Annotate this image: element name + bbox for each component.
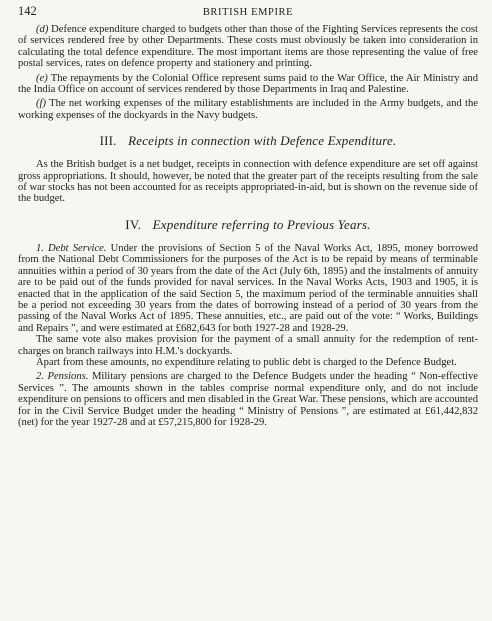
section-iii-numeral: III. [99,133,117,149]
debt-service-paragraph [18,243,478,334]
paragraph-f-text: The net working expenses of the military establishments are included in the Army budgets, and the working expenses of the dockyards in the Navy budgets. [18,98,478,121]
paragraph-e [18,73,478,96]
debt-service-paragraph-2: The same vote also makes provision for the payment of a small annuity for the redemption of rent-charges on branch railways into H.M.'s dockyards. [18,334,478,357]
section-iii-title: Receipts in connection with Defence Expenditure. [128,133,397,149]
paragraph-e-text: The repayments by the Colonial Office represent sums paid to the War Office, the Air Ministry and the India Office on account of services rendered by those Departments in Iraq and Palestine. [18,72,478,96]
page-number: 142 [18,4,37,18]
section-iii-heading [18,133,478,149]
debt-service-paragraph-3: Apart from these amounts, no expenditure relating to public debt is charged to the Defence Budget. [36,356,457,368]
section-iv-numeral: IV. [125,216,142,232]
pensions-label: 2. Pensions. [36,371,89,383]
page-header [18,4,478,20]
paragraph-d-label: (d) [36,24,49,35]
debt-service-label: 1. Debt Service. [36,242,107,254]
section-iv-title: Expenditure referring to Previous Years. [152,216,371,232]
pensions-paragraph [18,371,478,428]
paragraph-d [18,24,478,70]
section-iv-heading [18,217,478,233]
pensions-text: Military pensions are charged to the Defence Budgets under the heading “ Non-effective Services ”. The amounts shown in the tables comprise normal expenditure only, and do not include expenditure on pensions to officers and men disabled in the Great War. These pensions, which are accounted for in the Civil Service Budget under the heading “ Ministry of Pensions ”, are estimated at £61,442,832 (net) for the year 1927-28 and at £57,215,800 for 1928-29. [18,371,478,428]
paragraph-d-text: Defence expenditure charged to budgets other than those of the Fighting Services represents the cost of services rendered free by other Departments. These costs must obviously be taken into consideration in calculating the total defence expenditure. The most important items are those representing the value of free postal services, rates on defence property and stationery and printing. [18,24,478,70]
running-head: BRITISH EMPIRE [202,7,294,18]
paragraph-e-label: (e) [36,72,48,84]
section-iii-text: As the British budget is a net budget, receipts in connection with defence expenditure are set off against gross appropriations. It should, however, be noted that the greater part of the receipts resulting from the sale of war stocks has not been accounted for as receipts appropriated-in-aid, but is shown on the revenue side of the budget. [18,159,478,205]
debt-service-text: Under the provisions of Section 5 of the Naval Works Act, 1895, money borrowed from the National Debt Commissioners for the purposes of the Act is to be repaid by means of terminable annuities within a period of 30 years from the date of the Act (July 6th, 1895) and the instalments of annuity are to be paid out of the funds provided for naval services. In the Naval Works Acts, 1903 and 1905, it is enacted that in the application of the said Section 5, the maximum period of the terminable annuities shall be a period not exceeding 30 years from the dates of borrowing instead of a period of 30 years from the passing of the Naval Works Act of 1895. These annuities, etc., are paid out of the vote: “ Works, Buildings and Repairs ”, and were estimated at £682,643 for both 1927-28 and 1928-29. [18,242,479,334]
paragraph-f-label: (f) [36,98,46,110]
paragraph-f [18,98,478,121]
